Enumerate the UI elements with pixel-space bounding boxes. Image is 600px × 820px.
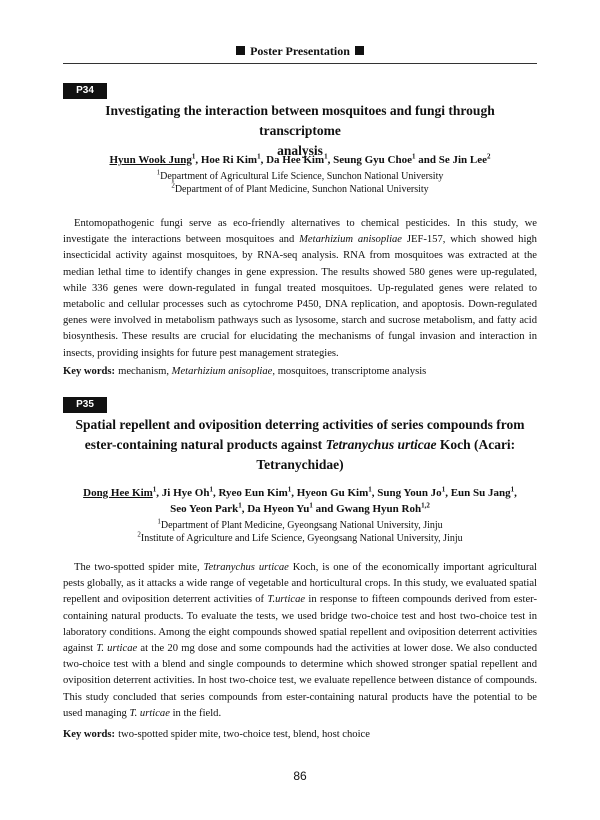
- header-divider: [63, 63, 537, 64]
- poster-title: [63, 415, 537, 475]
- author-sup: 1: [411, 152, 416, 161]
- author: Ji Hye Oh: [161, 487, 210, 499]
- poster-title-line: ester-containing natural products against Tetranychus urticae Koch (Acari:: [84, 437, 516, 452]
- affiliations: [63, 519, 537, 545]
- affiliation: $^2$Department of of Plant Medicine, Sunchon National University: [171, 181, 429, 195]
- author: Da Hyeon Yu: [247, 503, 310, 515]
- affiliation: $^1$Department of Agricultural Life Science, Sunchon National University: [156, 168, 444, 182]
- author: Gwang Hyun Roh: [336, 503, 422, 515]
- author-sup: 1: [191, 152, 196, 161]
- affiliation: $^2$Institute of Agriculture and Life Science, Gyeongsang National University, Jinju: [137, 530, 463, 544]
- poster-id-badge: P34: [63, 83, 107, 99]
- author: Sung Youn Jo: [377, 487, 442, 499]
- author: Seo Yeon Park: [170, 503, 239, 515]
- author: Hyeon Gu Kim: [296, 487, 369, 499]
- keywords-value: mechanism, Metarhizium anisopliae, mosquitoes, transcriptome analysis: [118, 366, 427, 377]
- affiliations: [63, 170, 537, 196]
- poster-title-line: Spatial repellent and oviposition deterring activities of series compounds from: [75, 417, 525, 432]
- keywords: [63, 364, 537, 380]
- author: Da Hee Kim: [266, 154, 325, 166]
- author: Se Jin Lee: [438, 154, 487, 166]
- author-sup: 1: [324, 152, 328, 161]
- poster-title-line: Tetranychidae): [256, 457, 344, 472]
- poster-id-badge: P35: [63, 397, 107, 413]
- square-bullet-icon: [236, 46, 245, 55]
- abstract-text: The two-spotted spider mite, Tetranychus urticae Koch, is one of the economically important agricultural pests globally, as it attacks a wide range of vegetable and horticultural crops. In this study, we evaluated spatial repellent and oviposition deterrent activities of T.urticae in response to fifteen compounds derived from ester-containing natural products. To evaluate the tests, we used bridge two-choice test and host two-choice test in laboratory conditions. Among the eight compounds showed spatial repellent and oviposition deterrent activities against T. urticae at the 20 mg dose and some compounds had the activities at lower dose. We also conducted two-choice test with a blend and single compounds to determine which showed stronger spatial repellent and oviposition deterrent activities. In host two-choice test, we evaluate repellence between distance of compounds. This study concluded that series compounds from ester-containing natural products have the potential to be used managing T. urticae in the field.: [63, 562, 537, 719]
- author-line: Seo Yeon Park$^1$, Da Hyeon Yu$^1$ and Gwang Hyun Roh$^{1,2}$: [170, 501, 430, 515]
- author: Hoe Ri Kim: [200, 154, 258, 166]
- square-bullet-icon: [355, 46, 364, 55]
- section-header-label: Poster Presentation: [250, 44, 350, 58]
- poster-title-line: analysis: [277, 143, 323, 158]
- presenting-author: Dong Hee Kim: [83, 487, 153, 499]
- keywords-label: Key words:: [63, 729, 116, 740]
- affiliation: $^1$Department of Plant Medicine, Gyeongsang National University, Jinju: [157, 517, 443, 531]
- author-sup: 1: [257, 152, 261, 161]
- section-header: [63, 44, 537, 59]
- abstract-text: Entomopathogenic fungi serve as eco-friendly alternatives to chemical pesticides. In this study, we investigate the interactions between mosquitoes and Metarhizium anisopliae JEF-157, which showed high insecticidal activity against mosquitoes, by RNA-seq analysis. RNA from mosquitoes was extracted at the median lethal time to identify changes in gene expression. The results showed 580 genes were up-regulated, while 336 genes were down-regulated in fungal treated mosquitoes. Up-regulated genes were related to metabolic and cellular processes such as cytochrome P450, DNA replication, and apoptosis. Down-regulated genes were involved in metabolism pathways such as lysosome, starch and sucrose metabolism, and fatty acid biosynthesis. These results are crucial for elucidating the mechanisms of fungal invasion and interaction in insects, providing insights for future pest management strategies.: [63, 218, 537, 359]
- keywords-label: Key words:: [63, 366, 116, 377]
- page-number: 86: [293, 769, 307, 783]
- author: Ryeo Eun Kim: [218, 487, 288, 499]
- keywords: [63, 727, 537, 743]
- keywords-value: two-spotted spider mite, two-choice test, blend, host choice: [118, 729, 370, 740]
- author-list: Hyun Wook Jung$^1$, Hoe Ri Kim$^1$, Da Hee Kim$^1$, Seung Gyu Choe$^1$ and Se Jin Lee$^2$: [109, 152, 491, 166]
- author: Seung Gyu Choe: [333, 154, 412, 166]
- author-sup: 2: [487, 152, 491, 161]
- poster-title-line: Investigating the interaction between mosquitoes and fungi through transcriptome: [105, 103, 495, 138]
- author-list: [63, 485, 537, 517]
- author-joiner: and: [315, 503, 334, 515]
- author: Eun Su Jang: [450, 487, 511, 499]
- author-line: Dong Hee Kim$^1$, Ji Hye Oh$^1$, Ryeo Eun Kim$^1$, Hyeon Gu Kim$^1$, Sung Youn Jo$^1$, Eun Su Jang$^1$,: [83, 485, 517, 499]
- presenting-author: Hyun Wook Jung: [109, 154, 192, 166]
